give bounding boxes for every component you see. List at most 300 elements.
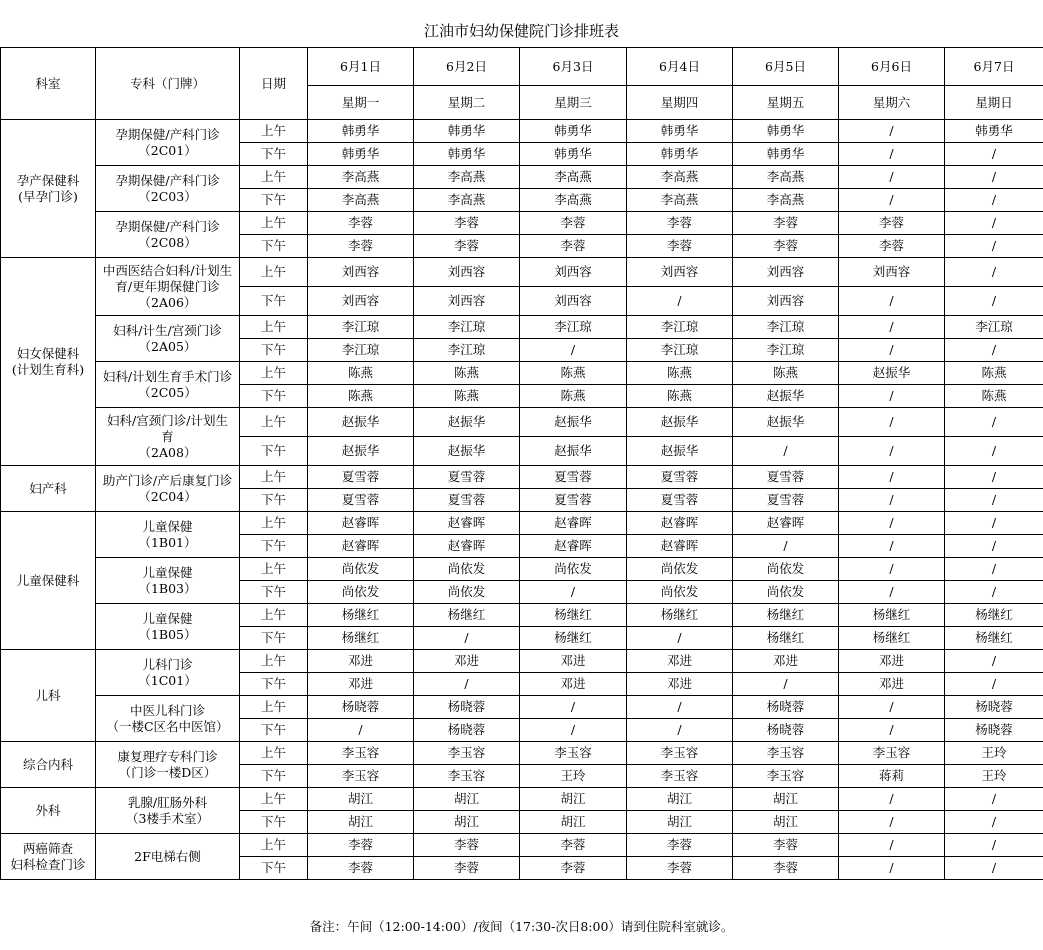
clinic-cell: 儿童保健 （1B01） [96,512,240,558]
doctor-cell: 杨继红 [520,627,627,650]
doctor-cell: 陈燕 [308,385,414,408]
doctor-cell: 李江琼 [733,316,839,339]
doctor-cell: / [520,719,627,742]
doctor-cell: 李玉容 [308,742,414,765]
session-cell: 上午 [240,696,308,719]
doctor-cell: / [945,834,1043,857]
doctor-cell: 李高燕 [520,166,627,189]
doctor-cell: 韩勇华 [627,120,733,143]
doctor-cell: 李高燕 [308,166,414,189]
header-day-date: 6月7日 [945,48,1043,86]
page-title: 江油市妇幼保健院门诊排班表 [423,22,619,40]
doctor-cell: / [414,673,520,696]
doctor-cell: / [945,650,1043,673]
doctor-cell: 李江琼 [520,316,627,339]
doctor-cell: 李高燕 [308,189,414,212]
table-row [1,604,1043,627]
doctor-cell: / [733,535,839,558]
doctor-cell: 李蓉 [627,235,733,258]
table-row [1,558,1043,581]
table-row [1,696,1043,719]
doctor-cell: / [945,408,1043,437]
doctor-cell: 胡江 [733,788,839,811]
doctor-cell: 李蓉 [627,857,733,880]
doctor-cell: 李高燕 [627,166,733,189]
doctor-cell: 赵睿晖 [733,512,839,535]
doctor-cell: 赵睿晖 [308,512,414,535]
doctor-cell: 李高燕 [414,166,520,189]
doctor-cell: 夏雪蓉 [308,489,414,512]
doctor-cell: 李蓉 [308,212,414,235]
doctor-cell: 杨继红 [839,627,945,650]
doctor-cell: 李蓉 [733,235,839,258]
doctor-cell: 王玲 [520,765,627,788]
doctor-cell: 韩勇华 [520,143,627,166]
doctor-cell: 刘西容 [627,258,733,287]
doctor-cell: / [839,466,945,489]
doctor-cell: 尚依发 [308,581,414,604]
doctor-cell: 赵振华 [520,437,627,466]
doctor-cell: 邓进 [520,650,627,673]
doctor-cell: / [414,627,520,650]
clinic-cell: 康复理疗专科门诊 （门诊一楼D区） [96,742,240,788]
doctor-cell: 尚依发 [520,558,627,581]
session-cell: 下午 [240,143,308,166]
session-cell: 上午 [240,788,308,811]
doctor-cell: / [839,788,945,811]
doctor-cell: 胡江 [414,811,520,834]
doctor-cell: 李高燕 [520,189,627,212]
doctor-cell: 赵振华 [520,408,627,437]
doctor-cell: 赵振华 [733,408,839,437]
doctor-cell: 李高燕 [627,189,733,212]
doctor-cell: 杨继红 [308,627,414,650]
doctor-cell: / [839,489,945,512]
session-cell: 上午 [240,120,308,143]
doctor-cell: 胡江 [308,788,414,811]
doctor-cell: 胡江 [308,811,414,834]
session-cell: 下午 [240,535,308,558]
doctor-cell: 李蓉 [627,834,733,857]
doctor-cell: 李蓉 [520,857,627,880]
doctor-cell: 李江琼 [414,339,520,362]
doctor-cell: / [945,166,1043,189]
session-cell: 上午 [240,362,308,385]
doctor-cell: 赵睿晖 [627,535,733,558]
table-row [1,166,1043,189]
doctor-cell: 李蓉 [733,212,839,235]
doctor-cell: 夏雪蓉 [414,466,520,489]
doctor-cell: / [839,143,945,166]
doctor-cell: / [945,258,1043,287]
doctor-cell: / [839,581,945,604]
doctor-cell: 李江琼 [414,316,520,339]
doctor-cell: / [839,385,945,408]
header-day-date: 6月3日 [520,48,627,86]
header-weekday: 星期三 [520,86,627,120]
doctor-cell: / [520,581,627,604]
doctor-cell: 李玉容 [839,742,945,765]
doctor-cell: 李蓉 [520,212,627,235]
header-day-date: 6月1日 [308,48,414,86]
clinic-cell: 妇科/计划生育手术门诊 （2C05） [96,362,240,408]
dept-cell: 妇女保健科 (计划生育科) [1,258,96,466]
doctor-cell: 李江琼 [945,316,1043,339]
doctor-cell: 赵振华 [414,437,520,466]
table-row [1,742,1043,765]
session-cell: 下午 [240,811,308,834]
doctor-cell: / [839,189,945,212]
doctor-cell: 刘西容 [414,287,520,316]
doctor-cell: 赵振华 [839,362,945,385]
dept-cell: 综合内科 [1,742,96,788]
doctor-cell: / [945,287,1043,316]
doctor-cell: 陈燕 [308,362,414,385]
doctor-cell: / [839,512,945,535]
header-weekday: 星期日 [945,86,1043,120]
doctor-cell: 胡江 [520,811,627,834]
doctor-cell: 李蓉 [733,857,839,880]
doctor-cell: / [627,719,733,742]
session-cell: 下午 [240,857,308,880]
doctor-cell: 夏雪蓉 [733,489,839,512]
doctor-cell: 赵睿晖 [520,512,627,535]
table-row [1,650,1043,673]
doctor-cell: 杨继红 [520,604,627,627]
doctor-cell: 杨晓蓉 [414,696,520,719]
doctor-cell: / [839,834,945,857]
doctor-cell: / [839,120,945,143]
table-row [1,316,1043,339]
doctor-cell: 赵睿晖 [520,535,627,558]
doctor-cell: 胡江 [414,788,520,811]
session-cell: 下午 [240,673,308,696]
doctor-cell: / [839,408,945,437]
header-weekday: 星期五 [733,86,839,120]
clinic-cell: 助产门诊/产后康复门诊 （2C04） [96,466,240,512]
doctor-cell: 胡江 [627,811,733,834]
schedule-table [0,47,1043,880]
doctor-cell: / [839,316,945,339]
doctor-cell: / [945,535,1043,558]
doctor-cell: 刘西容 [414,258,520,287]
doctor-cell: 李江琼 [308,339,414,362]
table-row [1,834,1043,857]
doctor-cell: 李玉容 [414,765,520,788]
doctor-cell: 李高燕 [733,166,839,189]
doctor-cell: 李玉容 [414,742,520,765]
doctor-cell: 杨继红 [945,604,1043,627]
doctor-cell: 刘西容 [308,287,414,316]
doctor-cell: 夏雪蓉 [414,489,520,512]
doctor-cell: 邓进 [520,673,627,696]
doctor-cell: 李蓉 [414,857,520,880]
session-cell: 上午 [240,258,308,287]
session-cell: 下午 [240,287,308,316]
doctor-cell: 刘西容 [520,258,627,287]
doctor-cell: / [945,212,1043,235]
doctor-cell: 胡江 [627,788,733,811]
clinic-cell: 孕期保健/产科门诊 （2C01） [96,120,240,166]
doctor-cell: 夏雪蓉 [733,466,839,489]
clinic-cell: 中医儿科门诊 （一楼C区名中医馆） [96,696,240,742]
doctor-cell: / [945,788,1043,811]
table-row [1,362,1043,385]
doctor-cell: 尚依发 [733,558,839,581]
session-cell: 上午 [240,166,308,189]
doctor-cell: 杨继红 [627,604,733,627]
table-row [1,212,1043,235]
dept-cell: 儿科 [1,650,96,742]
dept-cell: 妇产科 [1,466,96,512]
table-row [1,512,1043,535]
doctor-cell: 王玲 [945,765,1043,788]
doctor-cell: 韩勇华 [414,143,520,166]
doctor-cell: 赵振华 [627,408,733,437]
clinic-cell: 2F电梯右侧 [96,834,240,880]
doctor-cell: 赵振华 [733,385,839,408]
session-cell: 上午 [240,512,308,535]
doctor-cell: 陈燕 [414,385,520,408]
session-cell: 下午 [240,385,308,408]
doctor-cell: 李蓉 [839,212,945,235]
doctor-cell: 李蓉 [520,235,627,258]
doctor-cell: 夏雪蓉 [520,466,627,489]
header-weekday: 星期二 [414,86,520,120]
dept-cell: 两癌筛查 妇科检查门诊 [1,834,96,880]
header-date: 日期 [240,48,308,120]
doctor-cell: / [839,166,945,189]
doctor-cell: 赵睿晖 [627,512,733,535]
session-cell: 上午 [240,558,308,581]
session-cell: 下午 [240,339,308,362]
doctor-cell: 陈燕 [627,385,733,408]
doctor-cell: 陈燕 [627,362,733,385]
clinic-cell: 中西医结合妇科/计划生 育/更年期保健门诊 （2A06） [96,258,240,316]
doctor-cell: 李江琼 [627,316,733,339]
doctor-cell: 邓进 [414,650,520,673]
doctor-cell: 李蓉 [308,834,414,857]
table-row [1,788,1043,811]
doctor-cell: / [520,696,627,719]
doctor-cell: 李蓉 [733,834,839,857]
doctor-cell: 韩勇华 [733,143,839,166]
doctor-cell: 李江琼 [308,316,414,339]
session-cell: 上午 [240,408,308,437]
doctor-cell: 赵睿晖 [308,535,414,558]
doctor-cell: / [839,535,945,558]
session-cell: 上午 [240,316,308,339]
header-specialty: 专科（门牌） [96,48,240,120]
doctor-cell: 李高燕 [733,189,839,212]
doctor-cell: 韩勇华 [733,120,839,143]
doctor-cell: 刘西容 [733,287,839,316]
doctor-cell: 胡江 [520,788,627,811]
doctor-cell: 杨晓蓉 [308,696,414,719]
doctor-cell: 杨继红 [733,604,839,627]
doctor-cell: / [945,466,1043,489]
doctor-cell: / [945,857,1043,880]
session-cell: 上午 [240,834,308,857]
header-weekday: 星期六 [839,86,945,120]
doctor-cell: / [308,719,414,742]
doctor-cell: / [945,673,1043,696]
doctor-cell: 刘西容 [520,287,627,316]
clinic-cell: 妇科/宫颈门诊/计划生 育 （2A08） [96,408,240,466]
doctor-cell: 尚依发 [733,581,839,604]
doctor-cell: / [945,339,1043,362]
doctor-cell: 邓进 [839,650,945,673]
table-row [1,408,1043,437]
doctor-cell: 李江琼 [733,339,839,362]
doctor-cell: 李玉容 [627,742,733,765]
clinic-cell: 儿童保健 （1B05） [96,604,240,650]
doctor-cell: 赵振华 [414,408,520,437]
header-day-date: 6月4日 [627,48,733,86]
doctor-cell: 李玉容 [520,742,627,765]
schedule-body [1,120,1043,880]
session-cell: 上午 [240,650,308,673]
doctor-cell: / [945,437,1043,466]
session-cell: 下午 [240,437,308,466]
doctor-cell: 胡江 [733,811,839,834]
doctor-cell: 尚依发 [414,558,520,581]
doctor-cell: 尚依发 [414,581,520,604]
doctor-cell: 杨继红 [308,604,414,627]
dept-cell: 外科 [1,788,96,834]
doctor-cell: 邓进 [627,650,733,673]
session-cell: 下午 [240,627,308,650]
doctor-cell: 李蓉 [414,212,520,235]
doctor-cell: / [733,673,839,696]
table-row [1,120,1043,143]
session-cell: 下午 [240,489,308,512]
doctor-cell: 邓进 [308,673,414,696]
doctor-cell: 李江琼 [627,339,733,362]
dept-cell: 孕产保健科 (早孕门诊) [1,120,96,258]
doctor-cell: 韩勇华 [520,120,627,143]
doctor-cell: / [839,339,945,362]
doctor-cell: 李蓉 [839,235,945,258]
doctor-cell: 蒋莉 [839,765,945,788]
doctor-cell: / [945,558,1043,581]
doctor-cell: / [627,287,733,316]
doctor-cell: 杨晓蓉 [733,696,839,719]
doctor-cell: 刘西容 [733,258,839,287]
header-dept: 科室 [1,48,96,120]
doctor-cell: 陈燕 [520,385,627,408]
table-row [1,258,1043,287]
doctor-cell: 杨继红 [945,627,1043,650]
doctor-cell: 韩勇华 [627,143,733,166]
doctor-cell: 陈燕 [733,362,839,385]
doctor-cell: 李蓉 [308,235,414,258]
doctor-cell: / [839,287,945,316]
clinic-cell: 乳腺/肛肠外科 （3楼手术室） [96,788,240,834]
doctor-cell: / [839,857,945,880]
table-row [1,466,1043,489]
doctor-cell: 陈燕 [520,362,627,385]
doctor-cell: 夏雪蓉 [627,489,733,512]
doctor-cell: 杨继红 [839,604,945,627]
doctor-cell: 杨继红 [414,604,520,627]
doctor-cell: / [839,558,945,581]
doctor-cell: 刘西容 [308,258,414,287]
header-weekday: 星期四 [627,86,733,120]
clinic-cell: 妇科/计生/宫颈门诊 （2A05） [96,316,240,362]
doctor-cell: / [945,235,1043,258]
doctor-cell: / [945,512,1043,535]
doctor-cell: 邓进 [733,650,839,673]
doctor-cell: 尚依发 [627,558,733,581]
doctor-cell: / [839,811,945,834]
doctor-cell: 李玉容 [733,765,839,788]
doctor-cell: 杨晓蓉 [945,719,1043,742]
doctor-cell: 邓进 [839,673,945,696]
doctor-cell: 李蓉 [520,834,627,857]
doctor-cell: 赵睿晖 [414,535,520,558]
doctor-cell: 韩勇华 [308,120,414,143]
doctor-cell: 李玉容 [627,765,733,788]
session-cell: 下午 [240,765,308,788]
session-cell: 下午 [240,719,308,742]
doctor-cell: / [945,811,1043,834]
doctor-cell: 韩勇华 [945,120,1043,143]
doctor-cell: 韩勇华 [414,120,520,143]
doctor-cell: / [945,189,1043,212]
doctor-cell: 李玉容 [733,742,839,765]
doctor-cell: 赵振华 [308,408,414,437]
doctor-cell: / [839,719,945,742]
clinic-cell: 儿童保健 （1B03） [96,558,240,604]
doctor-cell: 尚依发 [627,581,733,604]
doctor-cell: / [839,696,945,719]
doctor-cell: 陈燕 [945,362,1043,385]
clinic-cell: 儿科门诊 （1C01） [96,650,240,696]
doctor-cell: 杨晓蓉 [945,696,1043,719]
session-cell: 下午 [240,189,308,212]
doctor-cell: 夏雪蓉 [627,466,733,489]
doctor-cell: 李玉容 [308,765,414,788]
session-cell: 上午 [240,604,308,627]
doctor-cell: 夏雪蓉 [520,489,627,512]
doctor-cell: 赵振华 [308,437,414,466]
doctor-cell: 陈燕 [414,362,520,385]
doctor-cell: 陈燕 [945,385,1043,408]
doctor-cell: 李蓉 [414,235,520,258]
session-cell: 下午 [240,235,308,258]
doctor-cell: 杨晓蓉 [414,719,520,742]
doctor-cell: 赵振华 [627,437,733,466]
clinic-cell: 孕期保健/产科门诊 （2C03） [96,166,240,212]
doctor-cell: 邓进 [308,650,414,673]
header-day-date: 6月5日 [733,48,839,86]
doctor-cell: / [520,339,627,362]
doctor-cell: 赵睿晖 [414,512,520,535]
doctor-cell: 杨继红 [733,627,839,650]
session-cell: 上午 [240,742,308,765]
doctor-cell: 杨晓蓉 [733,719,839,742]
session-cell: 上午 [240,466,308,489]
doctor-cell: / [627,627,733,650]
doctor-cell: 王玲 [945,742,1043,765]
clinic-cell: 孕期保健/产科门诊 （2C08） [96,212,240,258]
header-day-date: 6月2日 [414,48,520,86]
doctor-cell: 刘西容 [839,258,945,287]
session-cell: 上午 [240,212,308,235]
doctor-cell: 尚依发 [308,558,414,581]
doctor-cell: / [945,143,1043,166]
